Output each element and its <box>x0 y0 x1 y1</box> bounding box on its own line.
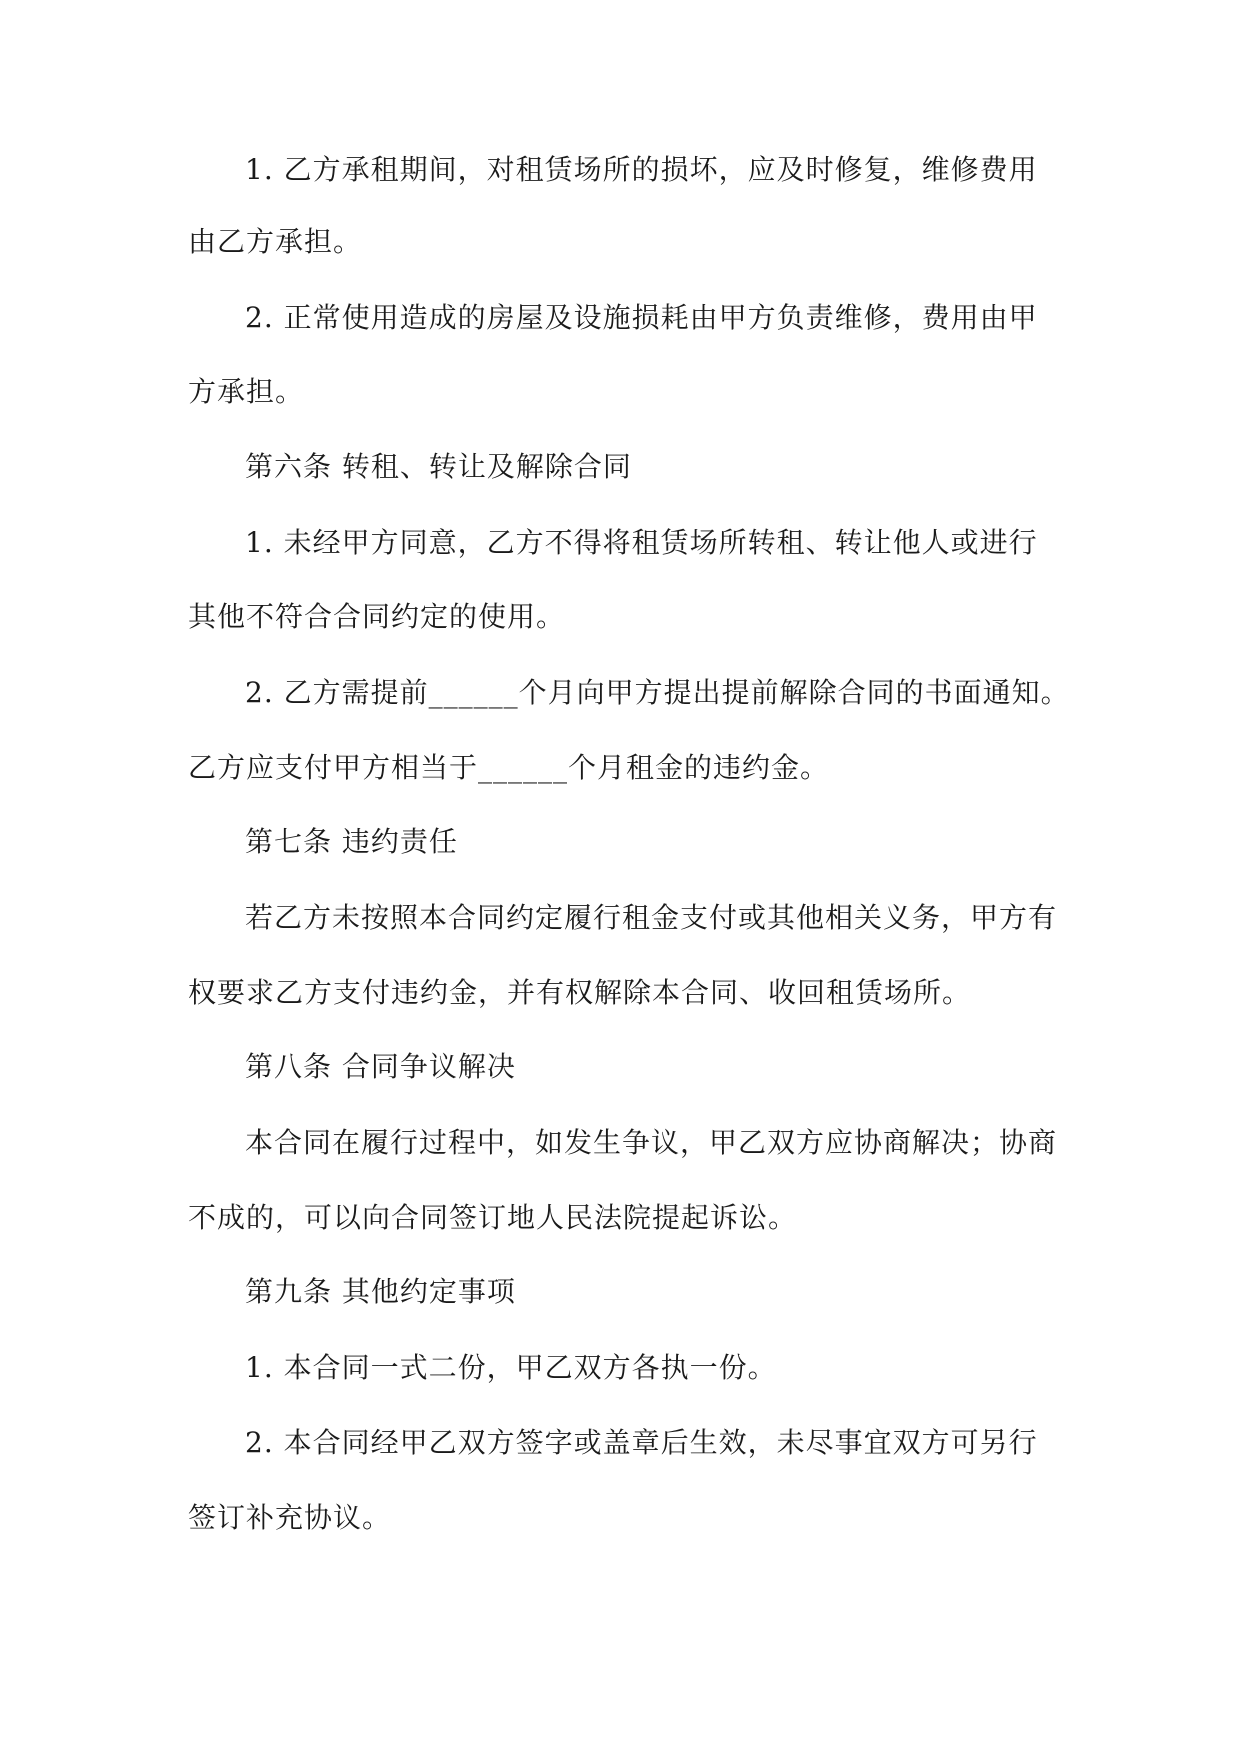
text-line-19: 签订补充协议。 <box>188 1501 392 1534</box>
text-line-3: 2. 正常使用造成的房屋及设施损耗由甲方负责维修，费用由甲 <box>245 301 1038 334</box>
section-heading-7: 第七条 违约责任 <box>245 825 458 858</box>
text-line-14: 本合同在履行过程中，如发生争议，甲乙双方应协商解决；协商 <box>245 1126 1058 1159</box>
text-line-7: 其他不符合合同约定的使用。 <box>188 600 566 633</box>
section-heading-9: 第九条 其他约定事项 <box>245 1275 516 1308</box>
section-heading-6: 第六条 转租、转让及解除合同 <box>245 450 632 483</box>
text-line-12: 权要求乙方支付违约金，并有权解除本合同、收回租赁场所。 <box>188 976 972 1009</box>
text-line-15: 不成的，可以向合同签订地人民法院提起诉讼。 <box>188 1201 798 1234</box>
text-line-11: 若乙方未按照本合同约定履行租金支付或其他相关义务，甲方有 <box>245 901 1058 934</box>
text-line-2: 由乙方承担。 <box>188 225 363 258</box>
text-line-9: 乙方应支付甲方相当于______个月租金的违约金。 <box>188 751 830 784</box>
text-line-1: 1. 乙方承租期间，对租赁场所的损坏，应及时修复，维修费用 <box>245 153 1038 186</box>
text-line-18: 2. 本合同经甲乙双方签字或盖章后生效，未尽事宜双方可另行 <box>245 1426 1038 1459</box>
text-line-8: 2. 乙方需提前______个月向甲方提出提前解除合同的书面通知。 <box>245 676 1070 709</box>
text-line-6: 1. 未经甲方同意，乙方不得将租赁场所转租、转让他人或进行 <box>245 526 1038 559</box>
section-heading-8: 第八条 合同争议解决 <box>245 1050 516 1083</box>
text-line-4: 方承担。 <box>188 375 305 408</box>
text-line-17: 1. 本合同一式二份，甲乙双方各执一份。 <box>245 1351 777 1384</box>
